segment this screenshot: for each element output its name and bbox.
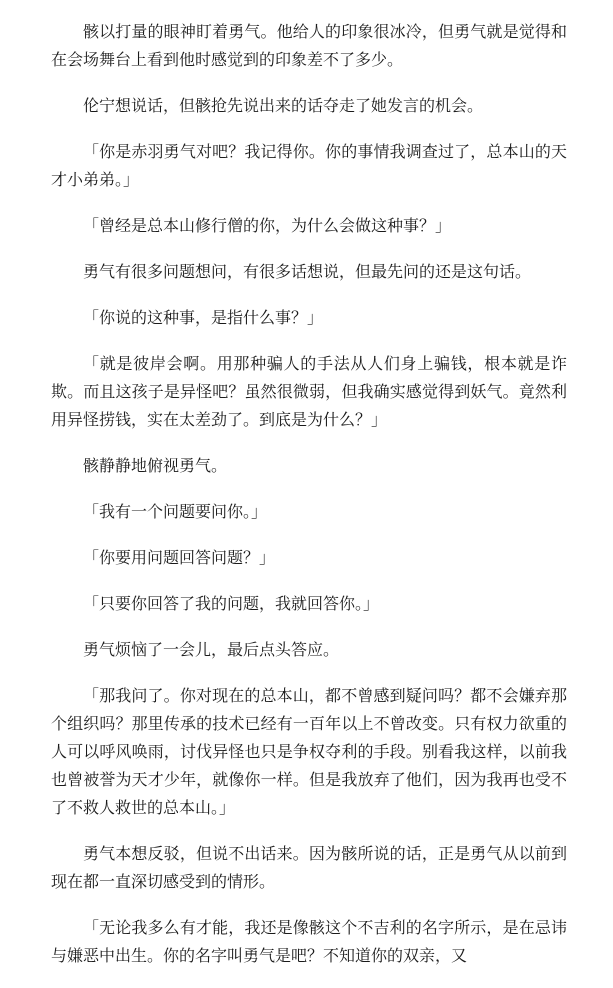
- paragraph: 骸静静地俯视勇气。: [83, 456, 228, 475]
- paragraph: 「你要用问题回答问题？」: [83, 548, 276, 567]
- paragraph: 「你说的这种事，是指什么事？」: [83, 308, 324, 327]
- paragraph: 勇气有很多问题想问，有很多话想说，但最先问的还是这句话。: [83, 262, 532, 281]
- paragraph: 「我有一个问题要问你。」: [83, 502, 268, 521]
- paragraph: 伦宁想说话，但骸抢先说出来的话夺走了她发言的机会。: [83, 96, 484, 115]
- document-page: [51, 18, 567, 988]
- paragraph: 「只要你回答了我的问题，我就回答你。」: [83, 594, 380, 613]
- paragraph: 「无论我多么有才能，我还是像骸这个不吉利的名字所示，是在忌讳与嫌恶中出生。你的名字叫勇气是吧？不知道你的双亲，又: [51, 918, 567, 965]
- paragraph: 勇气烦恼了一会儿，最后点头答应。: [83, 640, 340, 659]
- paragraph: 勇气本想反驳，但说不出话来。因为骸所说的话，正是勇气从以前到现在都一直深切感受到的情形。: [51, 844, 567, 891]
- paragraph: 「你是赤羽勇气对吧？我记得你。你的事情我调查过了，总本山的天才小弟弟。」: [51, 142, 567, 189]
- paragraph: 「那我问了。你对现在的总本山，都不曾感到疑问吗？都不会嫌弃那个组织吗？那里传承的技术已经有一百年以上不曾改变。只有权力欲重的人可以呼风唤雨，讨伐异怪也只是争权夺利的手段。别看我这样，以前我也曾被誉为天才少年，就像你一样。但是我放弃了他们，因为我再也受不了不救人救世的总本山。」: [51, 686, 567, 817]
- paragraph: 骸以打量的眼神盯着勇气。他给人的印象很冰冷，但勇气就是觉得和在会场舞台上看到他时感觉到的印象差不了多少。: [51, 22, 567, 69]
- paragraph: 「曾经是总本山修行僧的你，为什么会做这种事？」: [83, 216, 452, 235]
- paragraph: 「就是彼岸会啊。用那种骗人的手法从人们身上骗钱，根本就是诈欺。而且这孩子是异怪吧？虽然很微弱，但我确实感觉得到妖气。竟然利用异怪捞钱，实在太差劲了。到底是为什么？」: [51, 354, 567, 429]
